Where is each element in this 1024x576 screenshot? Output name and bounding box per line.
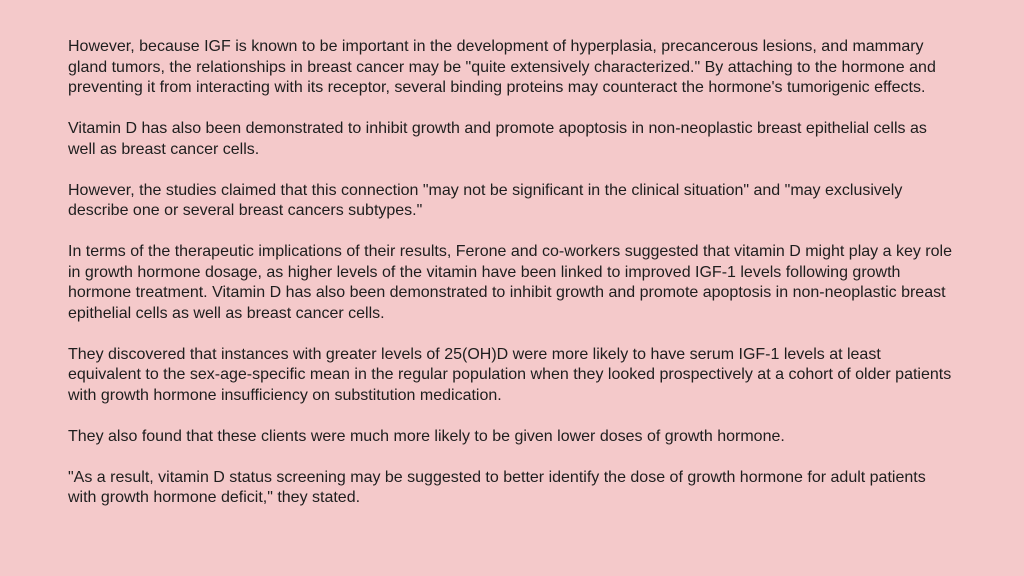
paragraph-4: In terms of the therapeutic implications of their results, Ferone and co-workers suggested that vitamin D might play a key role in growth hormone dosage, as higher levels of the vitamin have been linked to improved IGF-1 levels following growth hormone treatment. Vitamin D has also been demonstrated to inhibit growth and promote apoptosis in non-neoplastic breast epithelial cells as well as breast cancer cells.	[68, 243, 952, 322]
paragraph-5: They discovered that instances with greater levels of 25(OH)D were more likely to have serum IGF-1 levels at least equivalent to the sex-age-specific mean in the regular population when they looked prospectively at a cohort of older patients with growth hormone insufficiency on substitution medication.	[68, 345, 952, 404]
text-body	[68, 37, 958, 529]
paragraph-6: They also found that these clients were much more likely to be given lower doses of growth hormone.	[68, 427, 785, 445]
paragraph-1: However, because IGF is known to be important in the development of hyperplasia, precancerous lesions, and mammary gland tumors, the relationships in breast cancer may be "quite extensively characterized." By attaching to the hormone and preventing it from interacting with its receptor, several binding proteins may counteract the hormone's tumorigenic effects.	[68, 38, 936, 96]
paragraph-3: However, the studies claimed that this connection "may not be significant in the clinical situation" and "may exclusively describe one or several breast cancers subtypes."	[68, 181, 903, 219]
paragraph-7: "As a result, vitamin D status screening may be suggested to better identify the dose of growth hormone for adult patients with growth hormone deficit," they stated.	[68, 468, 926, 506]
paragraph-2: Vitamin D has also been demonstrated to inhibit growth and promote apoptosis in non-neoplastic breast epithelial cells as well as breast cancer cells.	[68, 120, 927, 158]
